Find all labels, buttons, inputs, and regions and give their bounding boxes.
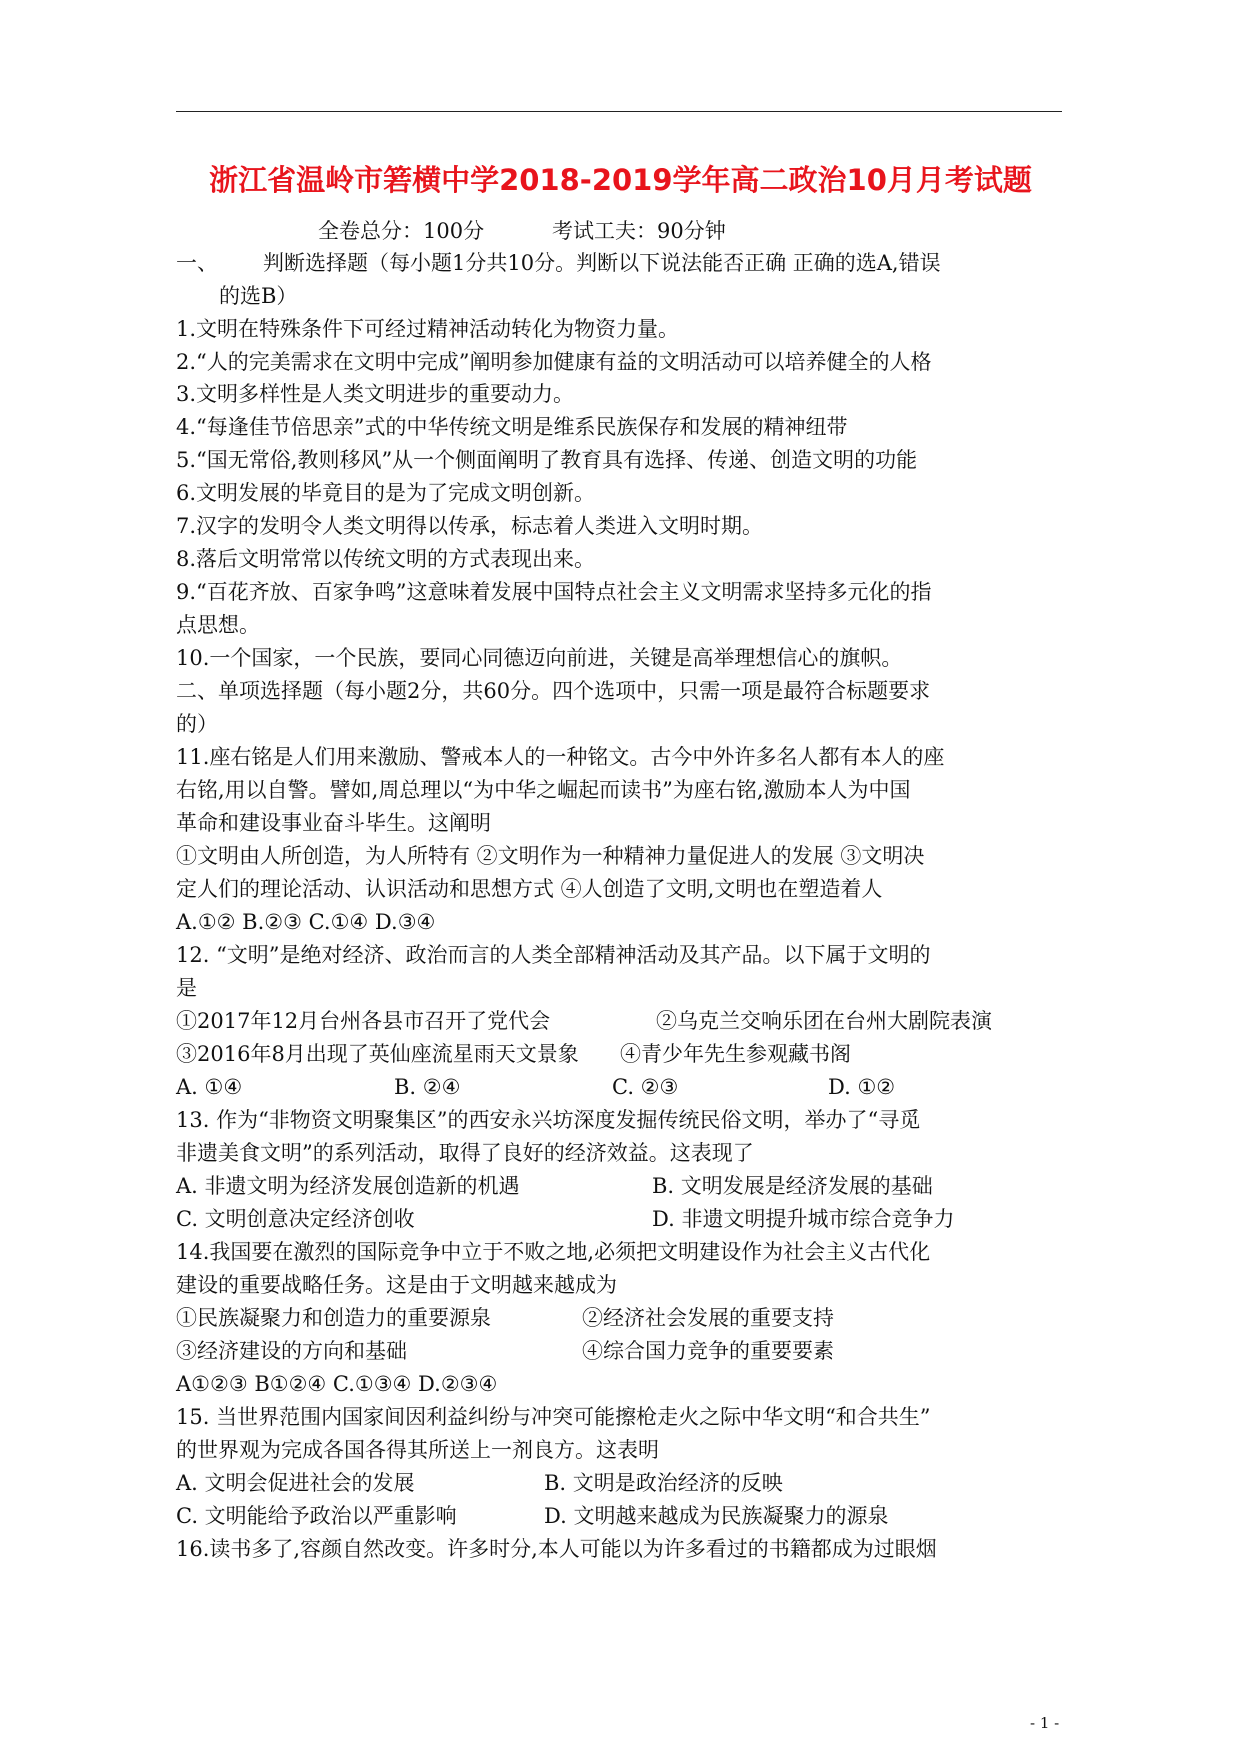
- question-14-choice-4: ④综合国力竞争的重要要素: [582, 1339, 834, 1363]
- question-13-option-d: D. 非遗文明提升城市综合竞争力: [652, 1207, 955, 1231]
- question-12-line: 是: [176, 976, 197, 1000]
- question-3: 3.文明多样性是人类文明进步的重要动力。: [176, 382, 575, 406]
- question-16-line: 16.读书多了,容颜自然改变。许多时分,本人可能以为许多看过的书籍都成为过眼烟: [176, 1537, 937, 1561]
- section-1-heading: 判断选择题（每小题1分共10分。判断以下说法能否正确 正确的选A,错误: [263, 251, 941, 275]
- question-11-line: 11.座右铭是人们用来激励、警戒本人的一种铭文。古今中外许多名人都有本人的座: [176, 745, 945, 769]
- question-14-choice-2: ②经济社会发展的重要支持: [582, 1306, 834, 1330]
- question-11-line: 定人们的理论活动、认识活动和思想方式 ④人创造了文明,文明也在塑造着人: [176, 877, 883, 901]
- question-14-line: 建设的重要战略任务。这是由于文明越来越成为: [176, 1273, 617, 1297]
- question-13-option-b: B. 文明发展是经济发展的基础: [652, 1174, 933, 1198]
- question-13-line: 13. 作为“非物资文明聚集区”的西安永兴坊深度发掘传统民俗文明，举办了“寻觅: [176, 1108, 921, 1132]
- question-15-option-b: B. 文明是政治经济的反映: [544, 1471, 783, 1495]
- question-15-line: 的世界观为完成各国各得其所送上一剂良方。这表明: [176, 1438, 659, 1462]
- page-number: - 1 -: [1030, 1714, 1060, 1732]
- question-14-choice-3: ③经济建设的方向和基础: [176, 1339, 407, 1363]
- question-15-option-c: C. 文明能给予政治以严重影响: [176, 1504, 457, 1528]
- question-12-choice-1: ①2017年12月台州各县市召开了党代会: [176, 1009, 551, 1033]
- section-2-heading: 二、单项选择题（每小题2分，共60分。四个选项中，只需一项是最符合标题要求: [176, 679, 931, 703]
- question-14-options: A①②③ B①②④ C.①③④ D.②③④: [176, 1372, 498, 1396]
- question-14-choice-1: ①民族凝聚力和创造力的重要源泉: [176, 1306, 491, 1330]
- question-15-option-d: D. 文明越来越成为民族凝聚力的源泉: [544, 1504, 889, 1528]
- question-12-option-a: A. ①④: [176, 1075, 243, 1099]
- header-rule: [176, 111, 1062, 112]
- question-15-option-a: A. 文明会促进社会的发展: [176, 1471, 415, 1495]
- question-6: 6.文明发展的毕竟目的是为了完成文明创新。: [176, 481, 596, 505]
- question-8: 8.落后文明常常以传统文明的方式表现出来。: [176, 547, 596, 571]
- question-12-option-c: C. ②③: [612, 1075, 679, 1099]
- question-11-line: ①文明由人所创造，为人所特有 ②文明作为一种精神力量促进人的发展 ③文明决: [176, 844, 925, 868]
- total-score: 全卷总分：100分: [318, 219, 485, 243]
- question-7: 7.汉字的发明令人类文明得以传承，标志着人类进入文明时期。: [176, 514, 764, 538]
- section-2-heading-cont: 的）: [176, 712, 218, 736]
- question-12-choice-2: ②乌克兰交响乐团在台州大剧院表演: [656, 1009, 992, 1033]
- question-13-option-c: C. 文明创意决定经济创收: [176, 1207, 415, 1231]
- question-12-option-b: B. ②④: [394, 1075, 461, 1099]
- question-10: 10.一个国家，一个民族，要同心同德迈向前进，关键是高举理想信心的旗帜。: [176, 646, 903, 670]
- question-14-line: 14.我国要在激烈的国际竞争中立于不败之地,必须把文明建设作为社会主义古代化: [176, 1240, 931, 1264]
- section-1-number: 一、: [176, 251, 218, 275]
- question-12-choice-4: ④青少年先生参观藏书阁: [620, 1042, 851, 1066]
- question-12-choice-3: ③2016年8月出现了英仙座流星雨天文景象: [176, 1042, 579, 1066]
- question-2: 2.“人的完美需求在文明中完成”阐明参加健康有益的文明活动可以培养健全的人格: [176, 350, 932, 374]
- exam-time: 考试工夫：90分钟: [552, 219, 726, 243]
- question-11-options: A.①② B.②③ C.①④ D.③④: [176, 910, 436, 934]
- question-13-line: 非遗美食文明”的系列活动，取得了良好的经济效益。这表现了: [176, 1141, 754, 1165]
- question-11-line: 革命和建设事业奋斗毕生。这阐明: [176, 811, 491, 835]
- question-12-line: 12. “文明”是绝对经济、政治而言的人类全部精神活动及其产品。以下属于文明的: [176, 943, 931, 967]
- question-9-cont: 点思想。: [176, 613, 260, 637]
- question-13-option-a: A. 非遗文明为经济发展创造新的机遇: [176, 1174, 520, 1198]
- section-1-heading-cont: 的选B）: [219, 284, 298, 308]
- question-5: 5.“国无常俗,教则移风”从一个侧面阐明了教育具有选择、传递、创造文明的功能: [176, 448, 918, 472]
- question-1: 1.文明在特殊条件下可经过精神活动转化为物资力量。: [176, 317, 680, 341]
- question-15-line: 15. 当世界范围内国家间因利益纠纷与冲突可能擦枪走火之际中华文明“和合共生”: [176, 1405, 931, 1429]
- question-12-option-d: D. ①②: [828, 1075, 896, 1099]
- question-11-line: 右铭,用以自警。譬如,周总理以“为中华之崛起而读书”为座右铭,激励本人为中国: [176, 778, 911, 802]
- question-4: 4.“每逢佳节倍思亲”式的中华传统文明是维系民族保存和发展的精神纽带: [176, 415, 848, 439]
- question-9: 9.“百花齐放、百家争鸣”这意味着发展中国特点社会主义文明需求坚持多元化的指: [176, 580, 932, 604]
- page-title: 浙江省温岭市箬横中学2018-2019学年高二政治10月月考试题: [209, 163, 1032, 197]
